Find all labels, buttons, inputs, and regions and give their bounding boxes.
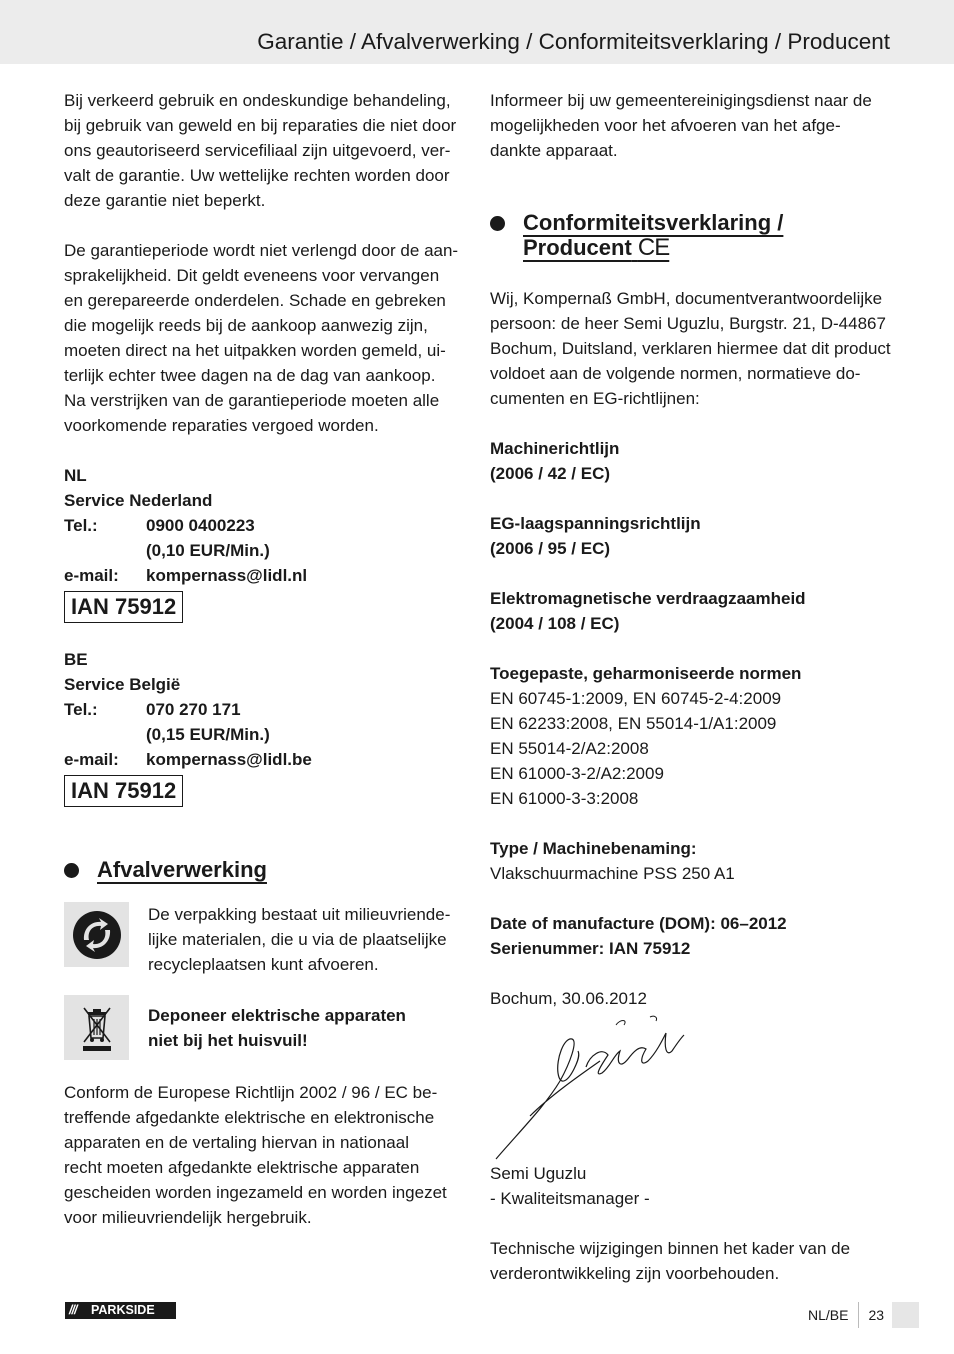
text-line: en gerepareerde onderdelen. Schade en gebreken (64, 291, 446, 310)
text-line: Deponeer elektrische apparaten (148, 1006, 406, 1025)
page-tab (892, 1302, 919, 1328)
service-block-be (64, 647, 466, 807)
text-line: verderontwikkeling zijn voorbehouden. (490, 1264, 780, 1283)
text-line: sprakelijkheid. Dit geldt eveneens voor vervangen (64, 266, 440, 285)
weee-note (64, 995, 466, 1060)
type-value: Vlakschuurmachine PSS 250 A1 (490, 864, 735, 883)
email-address: kompernass@lidl.be (146, 750, 312, 769)
brand-logo (65, 1302, 176, 1319)
text-line: niet bij het huisvuil! (148, 1031, 308, 1050)
signer-name: Semi Uguzlu (490, 1164, 587, 1183)
left-column (64, 88, 466, 1230)
language-code: NL/BE (808, 1307, 849, 1323)
recycle-text (148, 902, 450, 977)
header-bar (0, 0, 954, 64)
ce-mark-icon: CE (637, 234, 670, 261)
norm-line: EN 60745-1:2009, EN 60745-2-4:2009 (490, 689, 782, 708)
text-line: Informeer bij uw gemeentereinigingsdienst naar de (490, 91, 872, 110)
email-label: e-mail: (64, 750, 119, 769)
directive-number: (2004 / 108 / EC) (490, 614, 620, 633)
text-line: voor milieuvriendelijk hergebruik. (64, 1208, 312, 1227)
text-line: moeten direct na het uitpakken worden gemeld, ui- (64, 341, 446, 360)
bullet-icon (490, 216, 505, 231)
tel-number: 0900 0400223 (146, 516, 255, 535)
recycling-icon (64, 902, 129, 967)
tel-rate: (0,15 EUR/Min.) (146, 725, 270, 744)
serial-number: Serienummer: IAN 75912 (490, 939, 691, 958)
text-line: die mogelijk reeds bij de aankoop aanwezig zijn, (64, 316, 428, 335)
norm-line: EN 62233:2008, EN 55014-1/A1:2009 (490, 714, 777, 733)
changes-note (490, 1236, 894, 1286)
right-column (490, 88, 894, 1286)
service-country: NL (64, 466, 87, 485)
email-label: e-mail: (64, 566, 119, 585)
text-line: treffende afgedankte elektrische en elektronische (64, 1108, 435, 1127)
text-line: Na verstrijken van de garantieperiode moeten alle (64, 391, 440, 410)
service-name: Service België (64, 675, 181, 694)
type-label: Type / Machinebenaming: (490, 839, 697, 858)
text-line: recht moeten afgedankte elektrische apparaten (64, 1158, 420, 1177)
directive-low-voltage (490, 511, 894, 561)
brand-name: PARKSIDE (91, 1303, 155, 1317)
directive-machinery (490, 436, 894, 486)
warranty-paragraph-2 (64, 238, 466, 438)
text-line: De verpakking bestaat uit milieuvriende- (148, 905, 451, 924)
text-line: lijke materialen, die u via de plaatselijke (148, 930, 447, 949)
norm-line: EN 61000-3-2/A2:2009 (490, 764, 664, 783)
service-name: Service Nederland (64, 491, 213, 510)
norms-heading: Toegepaste, geharmoniseerde normen (490, 664, 802, 683)
text-line: Conform de Europese Richtlijn 2002 / 96 / EC be- (64, 1083, 438, 1102)
page-number: 23 (868, 1307, 885, 1323)
section-heading-waste (64, 857, 466, 882)
directive-name: EG-laagspanningsrichtlijn (490, 514, 701, 533)
disposal-info (490, 88, 894, 163)
service-block-nl (64, 463, 466, 623)
text-line: gescheiden worden ingezameld en worden ingezet (64, 1183, 447, 1202)
text-line: bij gebruik van geweld en bij reparaties die niet door (64, 116, 457, 135)
tel-number: 070 270 171 (146, 700, 241, 719)
bullet-icon (64, 863, 79, 878)
text-line: terlijk echter twee dagen na de dag van aankoop. (64, 366, 436, 385)
text-line: cumenten en EG-richtlijnen: (490, 389, 700, 408)
section-title: Conformiteitsverklaring / (523, 210, 784, 235)
text-line: apparaten en de vertaling hiervan in nationaal (64, 1133, 409, 1152)
directive-name: Elektromagnetische verdraagzaamheid (490, 589, 806, 608)
norms-block (490, 661, 894, 811)
norm-line: EN 55014-2/A2:2008 (490, 739, 649, 758)
tel-rate: (0,10 EUR/Min.) (146, 541, 270, 560)
date-of-manufacture: Date of manufacture (DOM): 06–2012 (490, 914, 787, 933)
brand-slashes: /// (69, 1303, 77, 1317)
text-line: Bochum, Duitsland, verklaren hiermee dat dit product (490, 339, 891, 358)
text-line: voldoet aan de volgende normen, normatieve do- (490, 364, 861, 383)
page-title: Garantie / Afvalverwerking / Conformiteitsverklaring / Producent (257, 29, 890, 54)
text-line: persoon: de heer Semi Uguzlu, Burgstr. 21, D-44867 (490, 314, 886, 333)
tel-label: Tel.: (64, 700, 98, 719)
type-block (490, 836, 894, 886)
ian-box: IAN 75912 (64, 775, 183, 807)
norm-line: EN 61000-3-3:2008 (490, 789, 639, 808)
directive-number: (2006 / 95 / EC) (490, 539, 611, 558)
text-line: ons geautoriseerd servicefiliaal zijn uitgevoerd, ver- (64, 141, 451, 160)
directive-paragraph (64, 1080, 466, 1230)
text-line: De garantieperiode wordt niet verlengd door de aan- (64, 241, 459, 260)
warranty-paragraph-1 (64, 88, 466, 213)
declaration-paragraph (490, 286, 894, 411)
text-line: recycleplaatsen kunt afvoeren. (148, 955, 379, 974)
footer-meta (808, 1302, 919, 1328)
crossed-bin-icon (64, 995, 129, 1060)
text-line: Wij, Kompernaß GmbH, documentverantwoordelijke (490, 289, 883, 308)
section-title: Producent (523, 235, 632, 260)
directive-number: (2006 / 42 / EC) (490, 464, 611, 483)
recycle-note (64, 902, 466, 977)
text-line: valt de garantie. Uw wettelijke rechten worden door (64, 166, 450, 185)
signer-title: - Kwaliteitsmanager - (490, 1189, 650, 1208)
text-line: mogelijkheden voor het afvoeren van het afge- (490, 116, 841, 135)
service-country: BE (64, 650, 88, 669)
directive-emc (490, 586, 894, 636)
manufacture-block (490, 911, 894, 961)
tel-label: Tel.: (64, 516, 98, 535)
text-line: Bij verkeerd gebruik en ondeskundige behandeling, (64, 91, 451, 110)
section-heading-conformity (490, 210, 894, 260)
text-line: dankte apparaat. (490, 141, 618, 160)
section-title: Afvalverwerking (97, 857, 267, 882)
signature (490, 1011, 894, 1161)
text-line: voorkomende reparaties vergoed worden. (64, 416, 379, 435)
place-date: Bochum, 30.06.2012 (490, 989, 647, 1008)
weee-text (148, 995, 406, 1053)
text-line: Technische wijzigingen binnen het kader van de (490, 1239, 851, 1258)
text-line: deze garantie niet beperkt. (64, 191, 266, 210)
email-address: kompernass@lidl.nl (146, 566, 308, 585)
directive-name: Machinerichtlijn (490, 439, 620, 458)
ian-box: IAN 75912 (64, 591, 183, 623)
